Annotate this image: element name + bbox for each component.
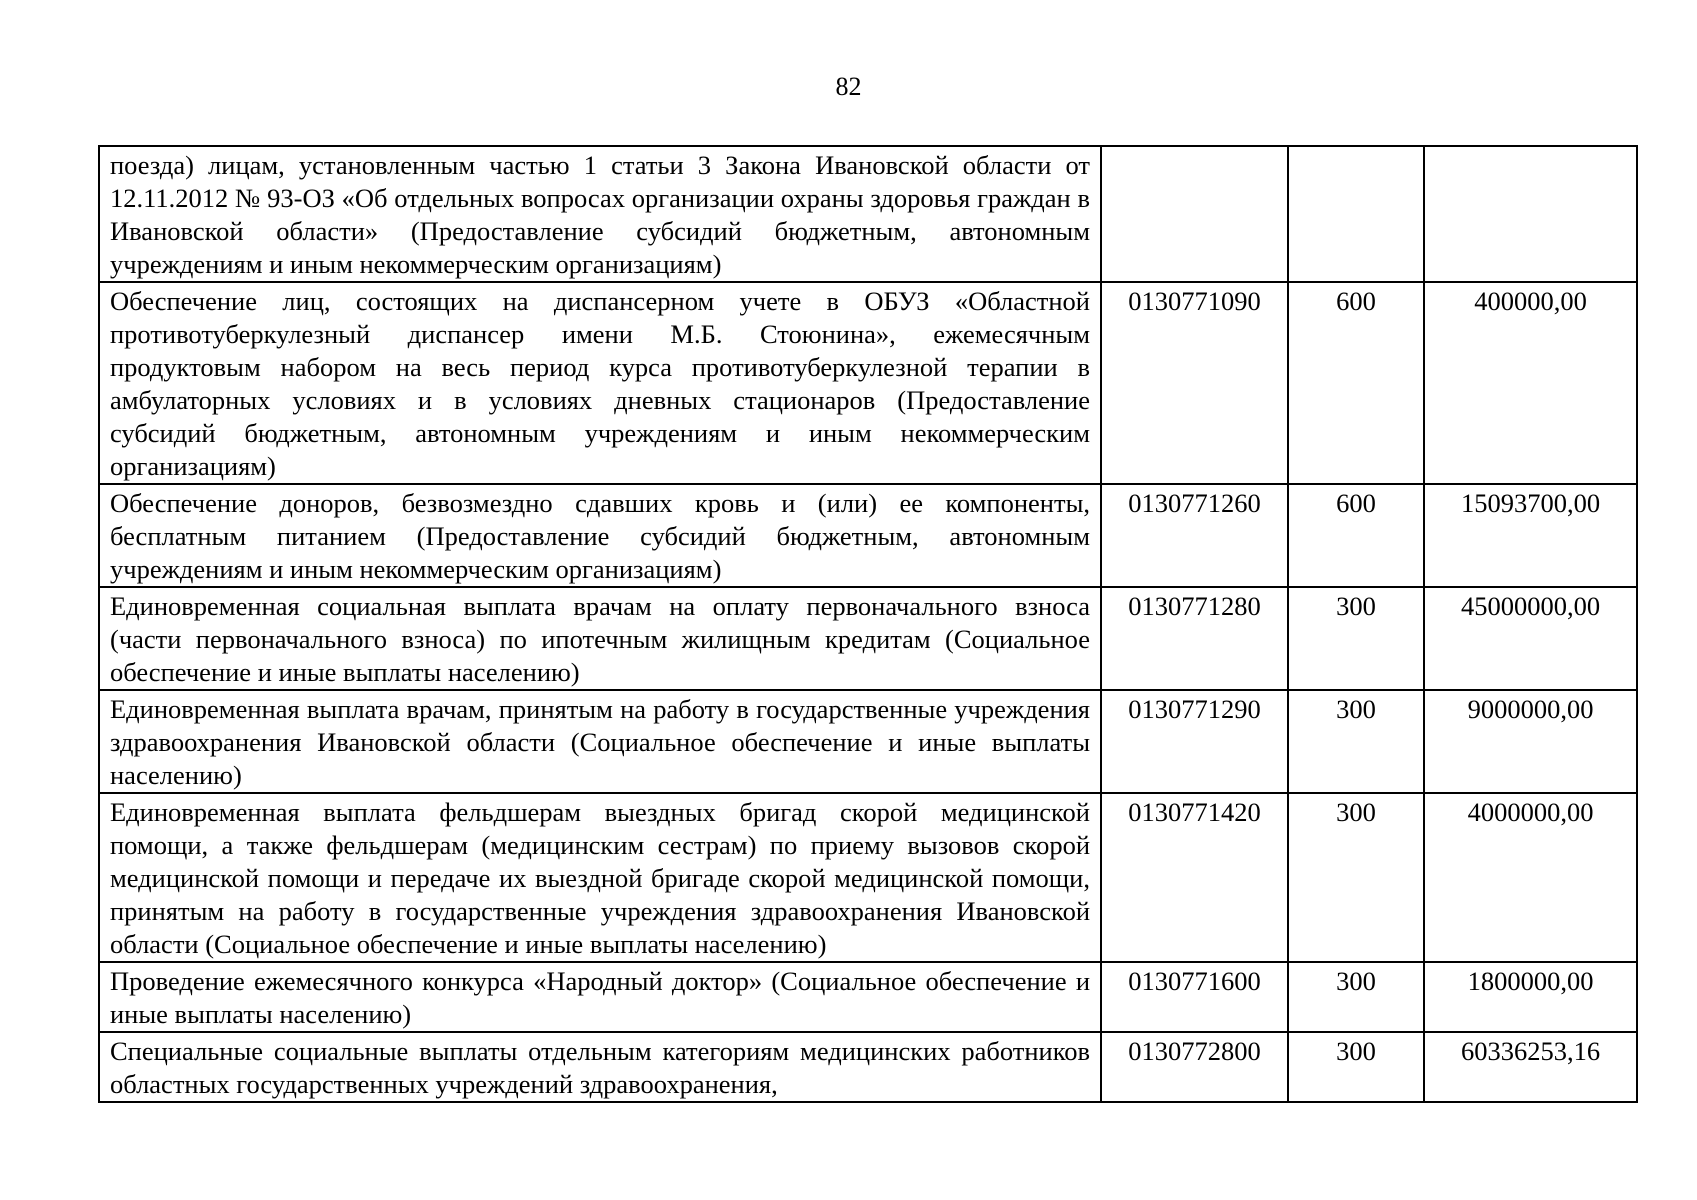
- table-row: [99, 587, 1637, 690]
- row-target-code: 0130771290: [1101, 690, 1288, 793]
- row-description: Обеспечение доноров, безвозмездно сдавших кровь и (или) ее компоненты, бесплатным питанием (Предоставление субсидий бюджетным, автономным учреждениям и иным некоммерческим организациям): [99, 484, 1101, 587]
- row-expense-type: [1288, 146, 1424, 282]
- row-description: Единовременная социальная выплата врачам на оплату первоначального взноса (части первоначального взноса) по ипотечным жилищным кредитам (Социальное обеспечение и иные выплаты населению): [99, 587, 1101, 690]
- table-row: [99, 962, 1637, 1032]
- row-description: Единовременная выплата врачам, принятым на работу в государственные учреждения здравоохранения Ивановской области (Социальное обеспечение и иные выплаты населению): [99, 690, 1101, 793]
- table-row: [99, 690, 1637, 793]
- row-target-code: [1101, 146, 1288, 282]
- row-description: Обеспечение лиц, состоящих на диспансерном учете в ОБУЗ «Областной противотуберкулезный диспансер имени М.Б. Стоюнина», ежемесячным продуктовым набором на весь период курса противотуберкулезной терапии в амбулаторных условиях и в условиях дневных стационаров (Предоставление субсидий бюджетным, автономным учреждениям и иным некоммерческим организациям): [99, 282, 1101, 484]
- row-target-code: 0130771280: [1101, 587, 1288, 690]
- row-expense-type: 300: [1288, 587, 1424, 690]
- row-expense-type: 300: [1288, 690, 1424, 793]
- row-amount: 400000,00: [1424, 282, 1637, 484]
- table-row: [99, 484, 1637, 587]
- row-amount: 9000000,00: [1424, 690, 1637, 793]
- row-description: Проведение ежемесячного конкурса «Народный доктор» (Социальное обеспечение и иные выплаты населению): [99, 962, 1101, 1032]
- row-amount: 60336253,16: [1424, 1032, 1637, 1102]
- table-row: [99, 282, 1637, 484]
- row-expense-type: 300: [1288, 1032, 1424, 1102]
- row-expense-type: 600: [1288, 282, 1424, 484]
- budget-table: [98, 145, 1638, 1103]
- table-row: [99, 146, 1637, 282]
- row-target-code: 0130771420: [1101, 793, 1288, 962]
- row-amount: 1800000,00: [1424, 962, 1637, 1032]
- row-description: Единовременная выплата фельдшерам выездных бригад скорой медицинской помощи, а также фельдшерам (медицинским сестрам) по приему вызовов скорой медицинской помощи и передаче их выездной бригаде скорой медицинской помощи, принятым на работу в государственные учреждения здравоохранения Ивановской области (Социальное обеспечение и иные выплаты населению): [99, 793, 1101, 962]
- row-amount: 15093700,00: [1424, 484, 1637, 587]
- row-description: Специальные социальные выплаты отдельным категориям медицинских работников областных государственных учреждений здравоохранения,: [99, 1032, 1101, 1102]
- row-target-code: 0130771600: [1101, 962, 1288, 1032]
- row-expense-type: 600: [1288, 484, 1424, 587]
- row-expense-type: 300: [1288, 962, 1424, 1032]
- table-row: [99, 1032, 1637, 1102]
- row-expense-type: 300: [1288, 793, 1424, 962]
- row-amount: 4000000,00: [1424, 793, 1637, 962]
- row-amount: 45000000,00: [1424, 587, 1637, 690]
- row-target-code: 0130771090: [1101, 282, 1288, 484]
- row-description: поезда) лицам, установленным частью 1 статьи 3 Закона Ивановской области от 12.11.2012 № 93-ОЗ «Об отдельных вопросах организации охраны здоровья граждан в Ивановской области» (Предоставление субсидий бюджетным, автономным учреждениям и иным некоммерческим организациям): [99, 146, 1101, 282]
- row-target-code: 0130771260: [1101, 484, 1288, 587]
- table-row: [99, 793, 1637, 962]
- row-target-code: 0130772800: [1101, 1032, 1288, 1102]
- row-amount: [1424, 146, 1637, 282]
- page-number: 82: [835, 72, 862, 101]
